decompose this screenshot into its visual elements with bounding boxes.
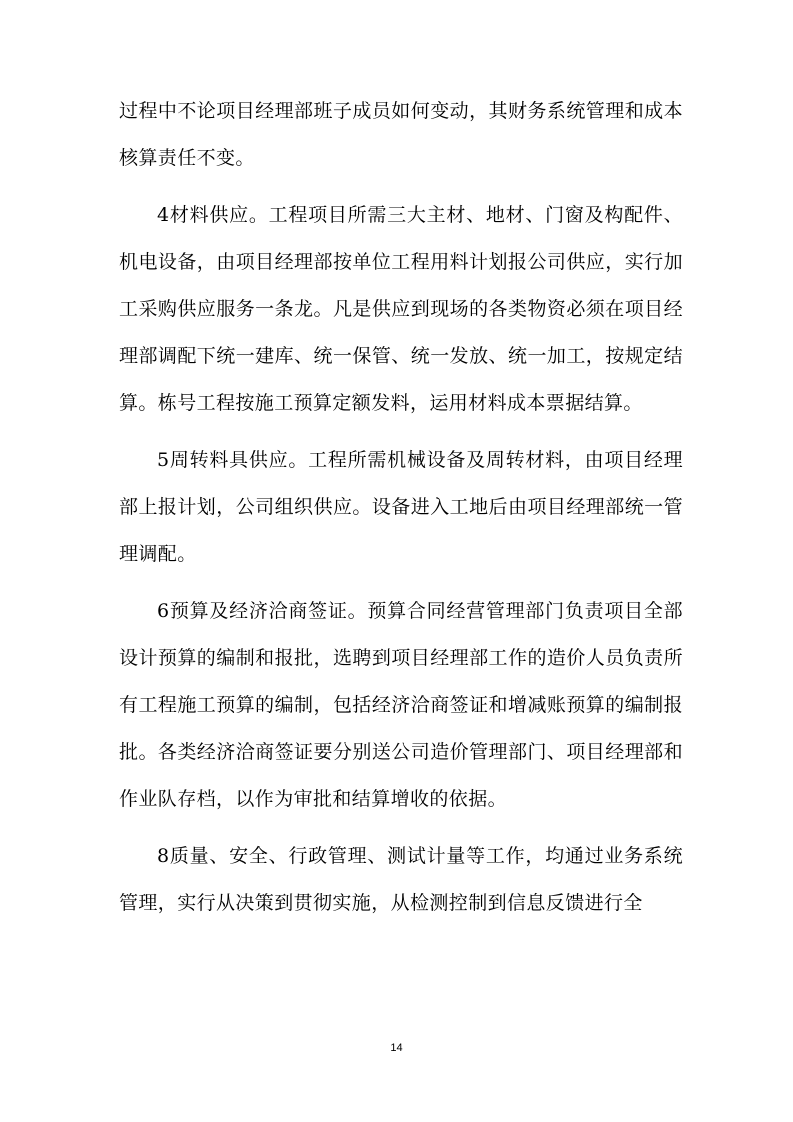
- paragraph-budget-visa: 6预算及经济洽商签证。预算合同经营管理部门负责项目全部设计预算的编制和报批，选聘到项目经理部工作的造价人员负责所有工程施工预算的编制，包括经济洽商签证和增减账预算的编制报批。各类经济洽商签证要分别送公司造价管理部门、项目经理部和作业队存档，以作为审批和结算增收的依据。: [119, 600, 683, 810]
- page-number: 14: [390, 1042, 403, 1054]
- paragraph-quality-safety: 8质量、安全、行政管理、测试计量等工作，均通过业务系统管理，实行从决策到贯彻实施，从检测控制到信息反馈进行全: [119, 845, 683, 914]
- paragraph-material-supply: 4材料供应。工程项目所需三大主材、地材、门窗及构配件、机电设备，由项目经理部按单位工程用料计划报公司供应，实行加工采购供应服务一条龙。凡是供应到现场的各类物资必须在项目经理部调配下统一建库、统一保管、统一发放、统一加工，按规定结算。栋号工程按施工预算定额发料，运用材料成本票据结算。: [119, 204, 683, 414]
- document-body: [119, 88, 683, 937]
- paragraph-equipment-supply: 5周转料具供应。工程所需机械设备及周转材料，由项目经理部上报计划，公司组织供应。设备进入工地后由项目经理部统一管理调配。: [119, 449, 683, 565]
- paragraph-continuation: 过程中不论项目经理部班子成员如何变动，其财务系统管理和成本核算责任不变。: [119, 100, 683, 169]
